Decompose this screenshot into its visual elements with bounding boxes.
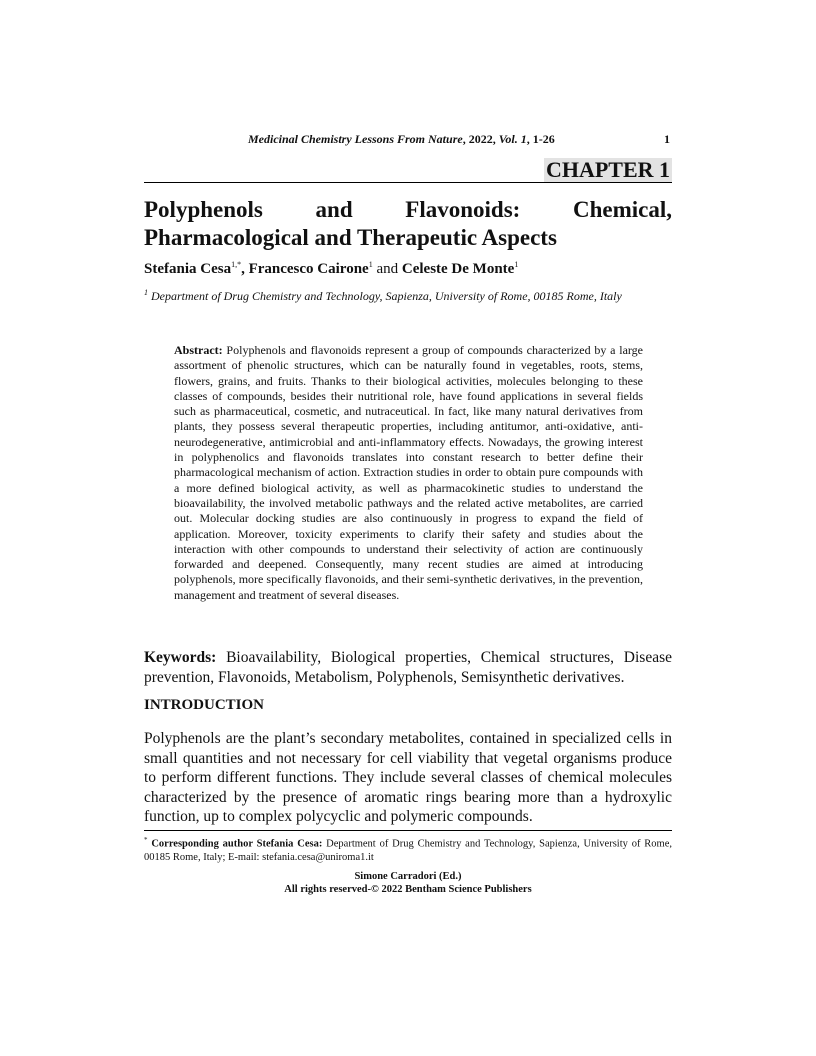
title-word: Flavonoids: xyxy=(405,197,521,222)
abstract-label: Abstract: xyxy=(174,343,223,357)
journal-name: Medicinal Chemistry Lessons From Nature xyxy=(248,132,463,146)
title-line-2: Pharmacological and Therapeutic Aspects xyxy=(144,225,557,250)
journal-volume: Vol. 1 xyxy=(498,132,527,146)
affiliation xyxy=(144,285,672,304)
footnote-marker: * xyxy=(144,836,148,844)
title-word: Chemical, xyxy=(572,197,672,222)
abstract xyxy=(174,343,643,603)
page-number: 1 xyxy=(664,132,670,146)
journal-year: , 2022, xyxy=(462,132,499,146)
footnote xyxy=(144,834,672,864)
introduction-paragraph: Polyphenols are the plant’s secondary metabolites, contained in specialized cells in small quantities and not necessary for cell viability that vegetal organisms produce to perform different functions. They include several classes of chemical molecules characterized by the presence of aromatic rings bearing more than a hydroxylic function, up to complex polycyclic and polymeric compounds. xyxy=(144,730,672,826)
affiliation-superscript: 1 xyxy=(144,288,148,297)
title-line-1 xyxy=(144,196,672,224)
author-separator: , xyxy=(241,261,249,277)
author-name: Francesco Cairone xyxy=(248,261,369,277)
keywords-label: Keywords: xyxy=(144,649,217,666)
keywords xyxy=(144,648,672,687)
author-name: Celeste De Monte xyxy=(401,261,515,277)
title-word: and xyxy=(315,197,353,222)
author-superscript: 1 xyxy=(368,260,373,269)
author-list xyxy=(144,261,672,278)
rights-line: All rights reserved-© 2022 Bentham Science Publishers xyxy=(284,884,532,895)
footnote-text: Department of Drug Chemistry and Technology, Sapienza, University of Rome, 00185 Rome, Italy; E-mail: stefania.cesa@uniroma1.it xyxy=(144,838,672,863)
keywords-text: Bioavailability, Biological properties, Chemical structures, Disease prevention, Flavonoids, Metabolism, Polyphenols, Semisynthetic derivatives. xyxy=(144,649,672,686)
footnote-label: Corresponding author Stefania Cesa: xyxy=(147,838,323,850)
author-separator: and xyxy=(372,261,402,277)
title-word: Polyphenols xyxy=(144,197,263,222)
journal-pages: , 1-26 xyxy=(526,132,555,146)
publisher-info xyxy=(144,870,672,896)
abstract-text: Polyphenols and flavonoids represent a group of compounds characterized by a large assortment of phenolic structures, which can be naturally found in vegetables, roots, stems, flowers, grains, and fruits. Thanks to their biological activities, molecules belonging to these classes of compounds, besides their nutritional role, have found applications in several fields such as pharmaceutical, cosmetic, and nutraceutical. In fact, like many natural derivatives from plants, they possess several therapeutic properties, including antitumor, anti-oxidative, anti-neurodegenerative, antimicrobial and anti-inflammatory effects. Nowadays, the growing interest in polyphenolics and flavonoids translates into constant research to better define their pharmacological mechanism of action. Extraction studies in order to obtain pure compounds with a more defined biological activity, as well as pharmacokinetic studies to understand the bioavailability, the involved metabolic pathways and the related active metabolites, are carried out. Molecular docking studies are also continuously in progress to expand the field of application. Moreover, toxicity experiments to clarify their safety and studies about the interaction with other compounds to understand their selectivity of action are continuously forwarded and deepened. Consequently, many recent studies are aimed at introducing polyphenols, more specifically flavonoids, and their semi-synthetic derivatives, in the prevention, management and treatment of several diseases. xyxy=(174,343,643,602)
chapter-title xyxy=(144,196,672,252)
author-superscript: 1,* xyxy=(231,260,242,269)
chapter-header xyxy=(144,158,672,183)
author-superscript: 1 xyxy=(514,260,519,269)
author-name: Stefania Cesa xyxy=(144,261,232,277)
journal-citation xyxy=(248,132,555,147)
section-heading-introduction: INTRODUCTION xyxy=(144,697,265,713)
footnote-divider xyxy=(144,830,672,831)
affiliation-text: Department of Drug Chemistry and Technology, Sapienza, University of Rome, 00185 Rome, Italy xyxy=(148,289,622,303)
chapter-label: CHAPTER 1 xyxy=(545,157,670,182)
editor-line: Simone Carradori (Ed.) xyxy=(354,871,462,882)
